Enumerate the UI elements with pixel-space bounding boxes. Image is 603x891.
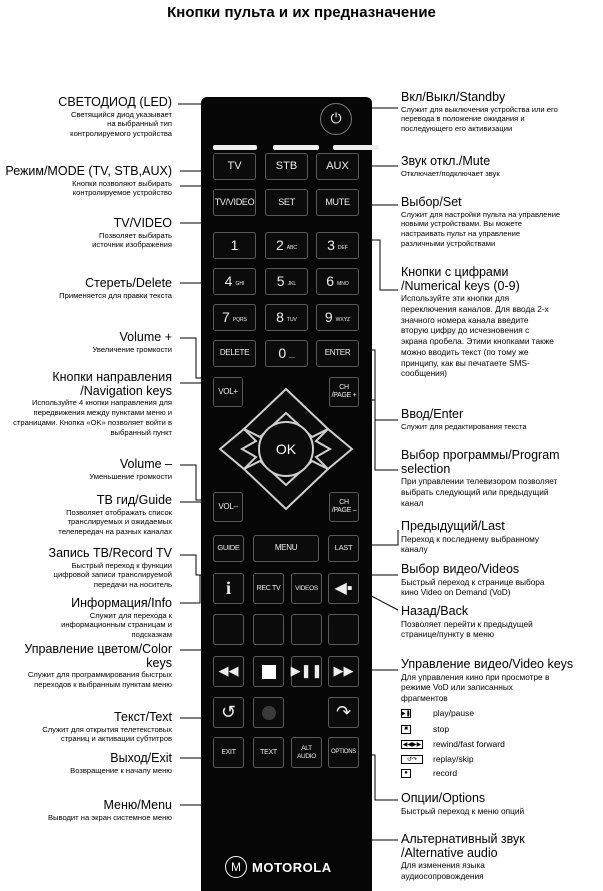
volume-up-button[interactable]: VOL+ xyxy=(213,377,243,407)
annotation-text: Отключает/подключает звук xyxy=(401,168,500,178)
led-tv xyxy=(213,145,257,150)
annotation-title: Предыдущий/Last xyxy=(401,519,505,533)
space-label: __ xyxy=(289,352,295,359)
annotation-last xyxy=(401,520,561,555)
play-pause-button[interactable] xyxy=(291,656,322,687)
annotation-options xyxy=(401,792,561,816)
digit-label: 1 xyxy=(230,236,239,253)
annotation-text: Возвращение к началу меню xyxy=(70,765,172,775)
annotation-record-tv xyxy=(12,547,172,590)
annotation-text: Увеличение громкости xyxy=(92,344,172,354)
play-pause-icon: ▶❚ xyxy=(401,710,411,717)
annotation-text: Для изменения языка аудиосопровождения xyxy=(401,860,485,881)
number-9-button[interactable] xyxy=(316,304,359,331)
led-stb xyxy=(273,145,319,150)
annotation-title: Вкл/Выкл/Standby xyxy=(401,90,506,104)
exit-button[interactable]: EXIT xyxy=(213,737,244,768)
stb-button[interactable]: STB xyxy=(265,153,308,180)
annotation-text: Выводит на экран системное меню xyxy=(47,812,172,822)
stop-button[interactable] xyxy=(253,656,284,687)
legend-row xyxy=(401,754,474,764)
annotation-title: Volume – xyxy=(119,457,172,471)
annotation-title: Выбор программы/Program selection xyxy=(401,448,560,476)
legend-label: stop xyxy=(433,724,450,734)
nav-right-key[interactable] xyxy=(316,429,352,469)
color-key-3[interactable] xyxy=(291,614,322,645)
set-button[interactable]: SET xyxy=(265,189,308,216)
ok-label: OK xyxy=(275,441,297,457)
annotation-title: СВЕТОДИОД (LED) xyxy=(58,95,172,109)
stop-icon xyxy=(262,665,276,679)
annotation-title: Меню/Menu xyxy=(103,798,172,812)
annotation-text: Служит для перехода к информационным страницам и подсказкам xyxy=(61,610,172,640)
tv-video-button[interactable]: TV/VIDEO xyxy=(213,189,256,216)
annotation-volume-up xyxy=(12,331,172,354)
annotation-text: Используйте 4 кнопки направления для передвижения между пунктами меню и страницами. Кнопка «OK» позволяет войти в выбранный пункт xyxy=(13,398,172,437)
delete-button[interactable]: DELETE xyxy=(213,340,256,367)
annotation-mute xyxy=(401,155,561,178)
tv-button[interactable]: TV xyxy=(213,153,256,180)
letters-label: PQRS xyxy=(232,316,247,323)
fast-forward-button[interactable] xyxy=(328,656,359,687)
info-button[interactable]: i xyxy=(213,573,244,604)
annotation-navigation xyxy=(0,371,172,437)
annotation-text: Применяется для правки текста xyxy=(59,290,172,300)
annotation-title: Звук откл./Mute xyxy=(401,154,491,168)
annotation-title: Кнопки направления /Navigation keys xyxy=(52,370,172,398)
number-3-button[interactable] xyxy=(316,232,359,259)
volume-down-button[interactable]: VOL– xyxy=(213,492,243,522)
channel-down-button[interactable]: CH /PAGE – xyxy=(329,492,359,522)
annotation-alt-audio xyxy=(401,833,561,882)
menu-button[interactable]: MENU xyxy=(253,535,319,562)
number-8-button[interactable] xyxy=(265,304,308,331)
annotation-program-selection xyxy=(401,449,561,508)
annotation-text: Служит для программирования быстрых переходов к выбранным пунктам меню xyxy=(27,670,172,689)
navigation-pad[interactable] xyxy=(216,383,356,515)
led-aux xyxy=(333,145,379,150)
power-icon: ⏻ xyxy=(330,110,342,127)
digit-label: 3 xyxy=(327,236,335,253)
annotation-volume-down xyxy=(12,458,172,481)
letters-label: WXYZ xyxy=(335,316,351,323)
digit-label: 4 xyxy=(224,272,233,289)
annotation-title: Информация/Info xyxy=(71,596,172,610)
legend-label: rewind/fast forward xyxy=(433,739,505,749)
annotation-video-keys xyxy=(401,658,591,704)
annotation-title: Стереть/Delete xyxy=(85,276,172,290)
annotation-info xyxy=(2,597,172,640)
aux-button[interactable]: AUX xyxy=(316,153,359,180)
fast-forward-icon: ▶▶ xyxy=(333,663,354,679)
annotation-text: Переход к последнему выбранному каналу xyxy=(401,533,540,555)
replay-icon: ↺ xyxy=(220,701,237,722)
annotation-title: TV/VIDEO xyxy=(113,216,172,230)
annotation-color-keys xyxy=(0,643,172,690)
color-key-2[interactable] xyxy=(253,614,284,645)
annotation-delete xyxy=(12,277,172,300)
nav-left-key[interactable] xyxy=(220,429,256,469)
annotation-text: Быстрый переход к странице выбора кино Video on Demand (VoD) xyxy=(401,576,545,598)
annotation-text: Кнопки позволяют выбирать контролируемое устройство xyxy=(72,178,172,198)
annotation-tv-video xyxy=(22,217,172,250)
number-4-button[interactable] xyxy=(213,268,256,295)
annotation-exit xyxy=(22,752,172,775)
annotation-title: Режим/MODE (TV, STB,AUX) xyxy=(5,164,172,178)
text-button[interactable]: TEXT xyxy=(253,737,284,768)
record-icon: ● xyxy=(401,769,411,778)
replay-icon: ↺↷ xyxy=(401,755,423,764)
digit-label: 7 xyxy=(222,308,230,325)
annotation-text: Позволяет перейти к предыдущей странице/пункту в меню xyxy=(401,618,533,640)
annotation-back xyxy=(401,605,561,640)
annotation-text: Быстрый переход к функции цифровой записи транслируемой передачи на носитель xyxy=(53,560,172,590)
annotation-text: Для управления кино при просмотре в режиме VoD или записанных фрагментов xyxy=(401,671,550,704)
stop-icon: ■ xyxy=(401,725,411,734)
legend-label: record xyxy=(433,768,458,778)
digit-label: 6 xyxy=(326,272,335,289)
annotation-title: ТВ гид/Guide xyxy=(96,493,172,507)
skip-button[interactable] xyxy=(328,697,359,728)
back-button[interactable] xyxy=(328,573,359,604)
skip-icon: ↷ xyxy=(335,701,352,722)
color-key-4[interactable] xyxy=(328,614,359,645)
annotation-menu xyxy=(22,799,172,822)
annotation-title: Опции/Options xyxy=(401,791,486,805)
annotation-enter xyxy=(401,408,561,431)
digit-label: 9 xyxy=(324,308,333,325)
digit-label: 8 xyxy=(276,308,284,325)
last-button[interactable]: LAST xyxy=(328,535,359,562)
power-button[interactable] xyxy=(320,103,352,135)
annotation-text: Светящийся диод указывает на выбранный тип контролируемого устройства xyxy=(70,109,172,139)
letters-label: JKL xyxy=(287,280,297,287)
record-icon xyxy=(262,706,276,720)
motorola-logo-icon: M xyxy=(225,856,247,878)
letters-label: GHI xyxy=(235,280,245,287)
annotation-numerical-keys xyxy=(401,266,556,379)
digit-label: 2 xyxy=(275,236,284,253)
number-2-button[interactable] xyxy=(265,232,308,259)
brand-name: MOTOROLA xyxy=(252,859,332,875)
annotation-title: Назад/Back xyxy=(401,604,469,618)
legend-label: play/pause xyxy=(433,708,475,718)
annotation-led xyxy=(12,96,172,139)
number-1-button[interactable] xyxy=(213,232,256,259)
annotation-text: Служит для выключения устройства или его перевода в положение ожидания и последующего его активизации xyxy=(401,104,558,134)
legend-label: replay/skip xyxy=(433,754,474,764)
annotation-title: Кнопки с цифрами /Numerical keys (0-9) xyxy=(401,265,520,293)
record-button[interactable] xyxy=(253,697,284,728)
number-0-button[interactable] xyxy=(265,340,308,367)
annotation-text: Позволяет отображать список транслируемых и ожидаемых телепередач на разных каналах xyxy=(58,507,172,537)
annotation-title: Выбор/Set xyxy=(401,195,462,209)
annotation-title: Ввод/Enter xyxy=(401,407,464,421)
annotation-text-key xyxy=(22,711,172,744)
digit-label: 5 xyxy=(276,272,285,289)
page-title: Кнопки пульта и их предназначение xyxy=(167,4,436,21)
annotation-text: Используйте эти кнопки для переключения каналов. Для ввода 2-х значного номера канала введите вторую цифру до исчезновения с экрана пробела. Этими кнопками также можно вводить текст (по тому же принципу, как вы печатаете SMS-сообщения) xyxy=(401,293,554,379)
annotation-text: Служит для настройки пульта на управление новыми устройствами. Вы можете настраивать пульт на управление различными устройствами xyxy=(401,209,561,249)
annotation-title: Альтернативный звук /Alternative audio xyxy=(401,832,525,860)
annotation-title: Выбор видео/Videos xyxy=(401,562,520,576)
legend-row xyxy=(401,724,449,734)
annotation-guide xyxy=(22,494,172,537)
letters-label: DEF xyxy=(337,244,348,251)
legend-row xyxy=(401,768,457,778)
annotation-text: Быстрый переход к меню опций xyxy=(401,805,525,816)
annotation-title: Текст/Text xyxy=(114,710,172,724)
digit-label: 0 xyxy=(278,344,287,361)
annotation-text: При управлении телевизором позволяет выбрать следующий или предыдущий канал xyxy=(401,476,558,508)
letters-label: MNO xyxy=(337,280,349,287)
annotation-title: Volume + xyxy=(119,330,172,344)
annotation-set xyxy=(401,196,561,249)
annotation-title: Управление цветом/Color keys xyxy=(24,642,172,670)
back-arrow-icon: ◀▪ xyxy=(334,579,353,597)
mute-button[interactable]: MUTE xyxy=(316,189,359,216)
replay-button[interactable] xyxy=(213,697,244,728)
guide-button[interactable]: GUIDE xyxy=(213,535,244,562)
record-tv-button[interactable]: REC TV xyxy=(253,573,284,604)
rewind-icon: ◀◀ xyxy=(218,663,239,679)
rewind-icon: ◀◀▶▶ xyxy=(402,741,422,748)
legend-row xyxy=(401,739,505,749)
color-key-1[interactable] xyxy=(213,614,244,645)
annotation-standby xyxy=(401,91,561,134)
annotation-videos xyxy=(401,563,561,598)
brand-area xyxy=(225,856,332,878)
letters-label: ABC xyxy=(286,244,298,251)
alt-audio-button[interactable]: ALT AUDIO xyxy=(291,737,322,768)
channel-up-button[interactable]: CH /PAGE + xyxy=(329,377,359,407)
number-5-button[interactable] xyxy=(265,268,308,295)
number-7-button[interactable] xyxy=(213,304,256,331)
annotation-text: Служит для открытия телетекстовых страниц и активации субтитров xyxy=(42,724,172,744)
enter-button[interactable]: ENTER xyxy=(316,340,359,367)
number-6-button[interactable] xyxy=(316,268,359,295)
annotation-text: Позволяет выбирать источник изображения xyxy=(92,230,172,250)
rewind-button[interactable] xyxy=(213,656,244,687)
legend-row xyxy=(401,708,474,718)
annotation-text: Уменьшение громкости xyxy=(89,471,172,481)
annotation-title: Запись ТВ/Record TV xyxy=(48,546,172,560)
videos-button[interactable]: VIDEOS xyxy=(291,573,322,604)
annotation-mode xyxy=(2,165,172,198)
annotation-text: Служит для редактирования текста xyxy=(401,421,527,431)
options-button[interactable]: OPTIONS xyxy=(328,737,359,768)
letters-label: TUV xyxy=(286,316,297,323)
play-pause-icon: ▶❚❚ xyxy=(290,663,323,679)
annotation-title: Выход/Exit xyxy=(110,751,172,765)
annotation-title: Управление видео/Video keys xyxy=(401,657,574,671)
